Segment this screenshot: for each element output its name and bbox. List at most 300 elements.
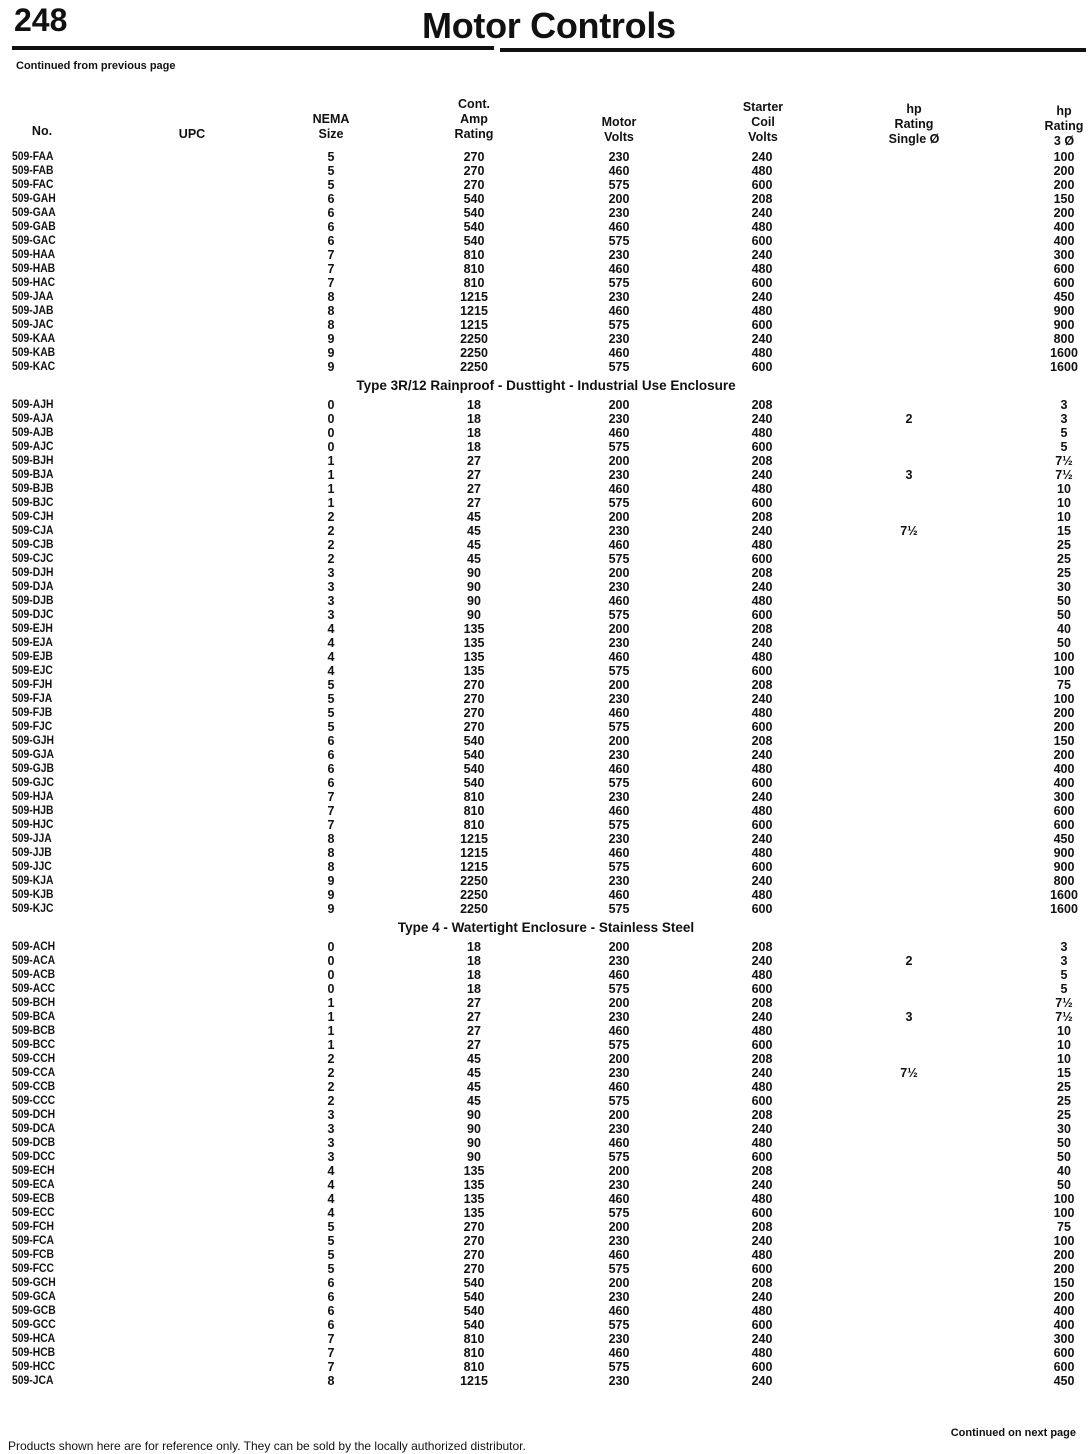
cell-nema: 1 [327, 1038, 335, 1052]
col-header-hp-single [878, 102, 950, 147]
cell-amp: 135 [463, 664, 485, 678]
cell-coil: 600 [751, 552, 773, 566]
cell-no: 509-JJA [12, 833, 52, 845]
table-row [0, 762, 1092, 776]
cell-nema: 8 [327, 318, 335, 332]
cell-volts: 575 [608, 178, 630, 192]
cell-nema: 6 [327, 1304, 335, 1318]
cell-volts: 230 [608, 468, 630, 482]
cell-volts: 230 [608, 1234, 630, 1248]
section-heading-text: Type 4 - Watertight Enclosure - Stainless Steel [397, 920, 695, 935]
cell-no: 509-JAA [12, 291, 54, 303]
cell-amp: 45 [467, 1094, 481, 1108]
cell-hp3: 25 [1057, 566, 1071, 580]
cell-amp: 27 [467, 468, 481, 482]
cell-amp: 2250 [460, 874, 488, 888]
cell-hp3: 450 [1053, 290, 1075, 304]
table-row [0, 346, 1092, 360]
cell-hp3: 10 [1057, 496, 1071, 510]
cell-no: 509-BCB [12, 1025, 56, 1037]
cell-volts: 460 [608, 304, 630, 318]
parts-table [0, 150, 1092, 1410]
cell-no: 509-CJH [12, 511, 54, 523]
cell-amp: 2250 [460, 360, 488, 374]
cell-no: 509-FAC [12, 179, 54, 191]
cell-no: 509-ECH [12, 1165, 55, 1177]
table-row [0, 1360, 1092, 1374]
cell-coil: 208 [751, 940, 773, 954]
cell-amp: 90 [467, 608, 481, 622]
cell-coil: 240 [751, 1122, 773, 1136]
cell-no: 509-CJC [12, 553, 54, 565]
cell-volts: 230 [608, 332, 630, 346]
cell-no: 509-HJC [12, 819, 54, 831]
cell-no: 509-HCB [12, 1347, 56, 1359]
cell-nema: 0 [327, 982, 335, 996]
cell-volts: 200 [608, 734, 630, 748]
cell-hp3: 30 [1057, 1122, 1071, 1136]
table-row [0, 1290, 1092, 1304]
cell-amp: 270 [463, 164, 485, 178]
table-row [0, 608, 1092, 622]
cell-hp3: 200 [1053, 1248, 1075, 1262]
cell-hp3: 450 [1053, 1374, 1075, 1388]
table-row [0, 398, 1092, 412]
cell-nema: 7 [327, 276, 335, 290]
cell-no: 509-FCB [12, 1249, 54, 1261]
cell-hp1: 7½ [900, 524, 918, 538]
cell-no: 509-JJB [12, 847, 52, 859]
table-row [0, 510, 1092, 524]
table-row [0, 706, 1092, 720]
cell-amp: 2250 [460, 346, 488, 360]
cell-no: 509-ECC [12, 1207, 55, 1219]
cell-nema: 5 [327, 678, 335, 692]
cell-no: 509-HCC [12, 1361, 56, 1373]
cell-nema: 6 [327, 734, 335, 748]
header-rule-right [500, 48, 1086, 52]
cell-coil: 480 [751, 538, 773, 552]
cell-volts: 460 [608, 762, 630, 776]
cell-coil: 208 [751, 192, 773, 206]
cell-coil: 480 [751, 1304, 773, 1318]
cell-coil: 208 [751, 1108, 773, 1122]
cell-amp: 90 [467, 1150, 481, 1164]
cell-amp: 1215 [460, 318, 488, 332]
cell-hp3: 3 [1060, 412, 1068, 426]
table-row [0, 1192, 1092, 1206]
cell-hp3: 300 [1053, 1332, 1075, 1346]
cell-nema: 9 [327, 902, 335, 916]
cell-coil: 208 [751, 734, 773, 748]
cell-nema: 6 [327, 748, 335, 762]
cell-hp3: 400 [1053, 776, 1075, 790]
cell-coil: 600 [751, 234, 773, 248]
table-row [0, 276, 1092, 290]
cell-no: 509-GJH [12, 735, 55, 747]
cell-amp: 540 [463, 1304, 485, 1318]
cell-no: 509-DCC [12, 1151, 56, 1163]
table-row [0, 440, 1092, 454]
cell-coil: 208 [751, 996, 773, 1010]
col-header-nema [306, 112, 356, 142]
cell-nema: 5 [327, 692, 335, 706]
cell-coil: 600 [751, 276, 773, 290]
cell-volts: 230 [608, 636, 630, 650]
cell-no: 509-CJA [12, 525, 54, 537]
cell-volts: 460 [608, 846, 630, 860]
table-row [0, 888, 1092, 902]
cell-nema: 2 [327, 1094, 335, 1108]
table-row [0, 426, 1092, 440]
cell-nema: 4 [327, 636, 335, 650]
cell-amp: 2250 [460, 332, 488, 346]
cell-amp: 810 [463, 818, 485, 832]
cell-volts: 200 [608, 940, 630, 954]
table-row [0, 468, 1092, 482]
cell-nema: 8 [327, 860, 335, 874]
cell-no: 509-BCH [12, 997, 56, 1009]
cell-hp3: 200 [1053, 164, 1075, 178]
table-row [0, 1178, 1092, 1192]
cell-amp: 270 [463, 1220, 485, 1234]
cell-amp: 18 [467, 440, 481, 454]
section-heading-text: Type 3R/12 Rainproof - Dusttight - Industrial Use Enclosure [356, 378, 736, 393]
cell-coil: 240 [751, 150, 773, 164]
cell-coil: 240 [751, 248, 773, 262]
table-row [0, 248, 1092, 262]
table-row [0, 860, 1092, 874]
cell-volts: 230 [608, 580, 630, 594]
cell-nema: 2 [327, 1052, 335, 1066]
cell-nema: 0 [327, 398, 335, 412]
cell-hp1: 3 [905, 1010, 913, 1024]
cell-coil: 208 [751, 678, 773, 692]
cell-amp: 45 [467, 1052, 481, 1066]
cell-coil: 208 [751, 1164, 773, 1178]
cell-no: 509-ECA [12, 1179, 55, 1191]
col-header-hp3-l3: 3 Ø [1053, 134, 1075, 148]
cell-amp: 540 [463, 220, 485, 234]
cell-no: 509-DJB [12, 595, 54, 607]
cell-amp: 1215 [460, 860, 488, 874]
table-row [0, 304, 1092, 318]
cell-nema: 4 [327, 622, 335, 636]
cell-no: 509-DCA [12, 1123, 56, 1135]
cell-volts: 575 [608, 982, 630, 996]
cell-coil: 240 [751, 692, 773, 706]
cell-coil: 240 [751, 412, 773, 426]
cell-coil: 240 [751, 1332, 773, 1346]
cell-coil: 240 [751, 790, 773, 804]
cell-amp: 135 [463, 622, 485, 636]
cell-no: 509-FCC [12, 1263, 54, 1275]
cell-nema: 8 [327, 290, 335, 304]
cell-amp: 540 [463, 1290, 485, 1304]
cell-no: 509-BCA [12, 1011, 56, 1023]
cell-amp: 810 [463, 262, 485, 276]
cell-no: 509-DJH [12, 567, 54, 579]
cell-hp3: 900 [1053, 318, 1075, 332]
cell-no: 509-KJA [12, 875, 54, 887]
table-row [0, 664, 1092, 678]
cell-hp3: 10 [1057, 482, 1071, 496]
table-row [0, 790, 1092, 804]
cell-hp3: 50 [1057, 608, 1071, 622]
cell-no: 509-CCB [12, 1081, 56, 1093]
cell-volts: 575 [608, 664, 630, 678]
cell-amp: 1215 [460, 846, 488, 860]
table-row [0, 1262, 1092, 1276]
cell-coil: 600 [751, 318, 773, 332]
cell-amp: 810 [463, 276, 485, 290]
continued-from-note: Continued from previous page [16, 60, 176, 72]
col-header-hp1-l2: Rating [894, 117, 934, 131]
cell-nema: 6 [327, 776, 335, 790]
cell-nema: 2 [327, 1080, 335, 1094]
cell-coil: 240 [751, 748, 773, 762]
cell-no: 509-EJC [12, 665, 53, 677]
cell-volts: 575 [608, 902, 630, 916]
table-row [0, 902, 1092, 916]
cell-no: 509-GAC [12, 235, 56, 247]
cell-amp: 45 [467, 524, 481, 538]
cell-hp1: 2 [905, 412, 913, 426]
table-row [0, 318, 1092, 332]
cell-amp: 18 [467, 426, 481, 440]
cell-nema: 4 [327, 664, 335, 678]
table-row [0, 996, 1092, 1010]
cell-no: 509-AJH [12, 399, 54, 411]
cell-coil: 480 [751, 1136, 773, 1150]
cell-hp3: 25 [1057, 1094, 1071, 1108]
table-row [0, 1304, 1092, 1318]
cell-no: 509-BJB [12, 483, 54, 495]
cell-nema: 2 [327, 1066, 335, 1080]
cell-coil: 480 [751, 650, 773, 664]
table-row [0, 1108, 1092, 1122]
cell-coil: 208 [751, 510, 773, 524]
table-row [0, 482, 1092, 496]
cell-coil: 600 [751, 1360, 773, 1374]
cell-no: 509-ACA [12, 955, 56, 967]
cell-hp3: 200 [1053, 1290, 1075, 1304]
table-row [0, 1122, 1092, 1136]
cell-hp3: 5 [1060, 426, 1068, 440]
cell-nema: 1 [327, 1024, 335, 1038]
cell-nema: 1 [327, 454, 335, 468]
cell-no: 509-FJA [12, 693, 53, 705]
cell-volts: 460 [608, 482, 630, 496]
cell-coil: 480 [751, 1192, 773, 1206]
cell-hp3: 40 [1057, 1164, 1071, 1178]
table-row [0, 622, 1092, 636]
cell-volts: 460 [608, 594, 630, 608]
cell-amp: 540 [463, 192, 485, 206]
col-header-coil-l3: Volts [748, 130, 778, 144]
cell-nema: 6 [327, 220, 335, 234]
cell-nema: 3 [327, 1150, 335, 1164]
cell-volts: 460 [608, 1304, 630, 1318]
cell-hp3: 50 [1057, 1178, 1071, 1192]
cell-volts: 200 [608, 1276, 630, 1290]
cell-amp: 90 [467, 1136, 481, 1150]
cell-coil: 240 [751, 636, 773, 650]
cell-no: 509-GCA [12, 1291, 56, 1303]
cell-hp3: 150 [1053, 1276, 1075, 1290]
cell-no: 509-FJB [12, 707, 53, 719]
cell-volts: 460 [608, 968, 630, 982]
cell-no: 509-GCH [12, 1277, 56, 1289]
cell-no: 509-JAB [12, 305, 54, 317]
cell-coil: 480 [751, 1080, 773, 1094]
cell-amp: 18 [467, 412, 481, 426]
cell-amp: 45 [467, 1066, 481, 1080]
cell-volts: 575 [608, 818, 630, 832]
cell-coil: 600 [751, 776, 773, 790]
cell-nema: 0 [327, 440, 335, 454]
cell-hp3: 400 [1053, 220, 1075, 234]
footer-disclaimer: Products shown here are for reference only. They can be sold by the locally authorized distributor. [8, 1439, 526, 1453]
cell-hp3: 150 [1053, 192, 1075, 206]
cell-hp1: 7½ [900, 1066, 918, 1080]
cell-coil: 208 [751, 1220, 773, 1234]
cell-no: 509-HAA [12, 249, 56, 261]
cell-hp3: 5 [1060, 982, 1068, 996]
cell-nema: 0 [327, 940, 335, 954]
cell-volts: 230 [608, 412, 630, 426]
cell-hp3: 600 [1053, 1346, 1075, 1360]
cell-coil: 600 [751, 440, 773, 454]
cell-coil: 480 [751, 1248, 773, 1262]
cell-hp3: 450 [1053, 832, 1075, 846]
cell-no: 509-JJC [12, 861, 52, 873]
cell-nema: 6 [327, 234, 335, 248]
cell-hp3: 25 [1057, 538, 1071, 552]
cell-coil: 600 [751, 982, 773, 996]
cell-nema: 0 [327, 954, 335, 968]
table-row [0, 650, 1092, 664]
cell-hp3: 7½ [1055, 1010, 1073, 1024]
table-row [0, 1234, 1092, 1248]
cell-no: 509-ACC [12, 983, 56, 995]
cell-coil: 480 [751, 706, 773, 720]
cell-no: 509-JCA [12, 1375, 54, 1387]
cell-no: 509-KAB [12, 347, 56, 359]
cell-coil: 208 [751, 1052, 773, 1066]
cell-nema: 4 [327, 650, 335, 664]
table-row [0, 940, 1092, 954]
cell-volts: 575 [608, 496, 630, 510]
cell-amp: 27 [467, 496, 481, 510]
cell-nema: 8 [327, 1374, 335, 1388]
cell-no: 509-KAA [12, 333, 56, 345]
cell-amp: 1215 [460, 290, 488, 304]
cell-coil: 240 [751, 874, 773, 888]
cell-hp3: 10 [1057, 1052, 1071, 1066]
col-header-hp-three [1036, 104, 1092, 149]
table-row [0, 1374, 1092, 1388]
cell-coil: 208 [751, 1276, 773, 1290]
table-row [0, 720, 1092, 734]
table-row [0, 1038, 1092, 1052]
table-row [0, 164, 1092, 178]
table-row [0, 220, 1092, 234]
cell-no: 509-BJH [12, 455, 54, 467]
cell-coil: 240 [751, 468, 773, 482]
cell-hp3: 600 [1053, 262, 1075, 276]
cell-nema: 1 [327, 482, 335, 496]
cell-volts: 200 [608, 1164, 630, 1178]
table-row [0, 1080, 1092, 1094]
cell-amp: 18 [467, 954, 481, 968]
cell-volts: 460 [608, 888, 630, 902]
cell-volts: 460 [608, 1024, 630, 1038]
cell-volts: 460 [608, 650, 630, 664]
cell-coil: 480 [751, 426, 773, 440]
cell-hp3: 100 [1053, 150, 1075, 164]
cell-coil: 480 [751, 262, 773, 276]
col-header-no-text: No. [31, 124, 53, 138]
table-row [0, 524, 1092, 538]
col-header-hp3-l1: hp [1056, 104, 1072, 118]
cell-no: 509-CCH [12, 1053, 56, 1065]
cell-no: 509-ECB [12, 1193, 55, 1205]
table-row [0, 150, 1092, 164]
cell-hp3: 200 [1053, 206, 1075, 220]
cell-nema: 6 [327, 192, 335, 206]
table-row [0, 874, 1092, 888]
cell-nema: 9 [327, 360, 335, 374]
cell-hp3: 25 [1057, 1080, 1071, 1094]
table-row [0, 1052, 1092, 1066]
cell-hp3: 400 [1053, 1318, 1075, 1332]
cell-amp: 540 [463, 776, 485, 790]
cell-hp3: 100 [1053, 1234, 1075, 1248]
cell-no: 509-EJB [12, 651, 53, 663]
cell-amp: 270 [463, 1248, 485, 1262]
cell-volts: 230 [608, 790, 630, 804]
cell-nema: 5 [327, 706, 335, 720]
table-row [0, 968, 1092, 982]
cell-nema: 9 [327, 888, 335, 902]
col-header-coil-l2: Coil [751, 115, 775, 129]
cell-hp3: 100 [1053, 664, 1075, 678]
cell-nema: 3 [327, 1136, 335, 1150]
cell-amp: 18 [467, 398, 481, 412]
cell-hp3: 400 [1053, 234, 1075, 248]
table-row [0, 332, 1092, 346]
cell-nema: 3 [327, 608, 335, 622]
cell-volts: 200 [608, 678, 630, 692]
cell-no: 509-AJA [12, 413, 54, 425]
table-row [0, 954, 1092, 968]
cell-no: 509-KJC [12, 903, 54, 915]
cell-nema: 0 [327, 968, 335, 982]
cell-no: 509-GCB [12, 1305, 56, 1317]
cell-no: 509-BJA [12, 469, 54, 481]
col-header-volts-l1: Motor [601, 115, 637, 129]
cell-hp3: 600 [1053, 804, 1075, 818]
cell-no: 509-AJB [12, 427, 54, 439]
cell-nema: 5 [327, 178, 335, 192]
cell-amp: 270 [463, 1262, 485, 1276]
cell-nema: 6 [327, 206, 335, 220]
cell-no: 509-GAA [12, 207, 56, 219]
table-row [0, 496, 1092, 510]
table-row [0, 776, 1092, 790]
cell-nema: 1 [327, 468, 335, 482]
